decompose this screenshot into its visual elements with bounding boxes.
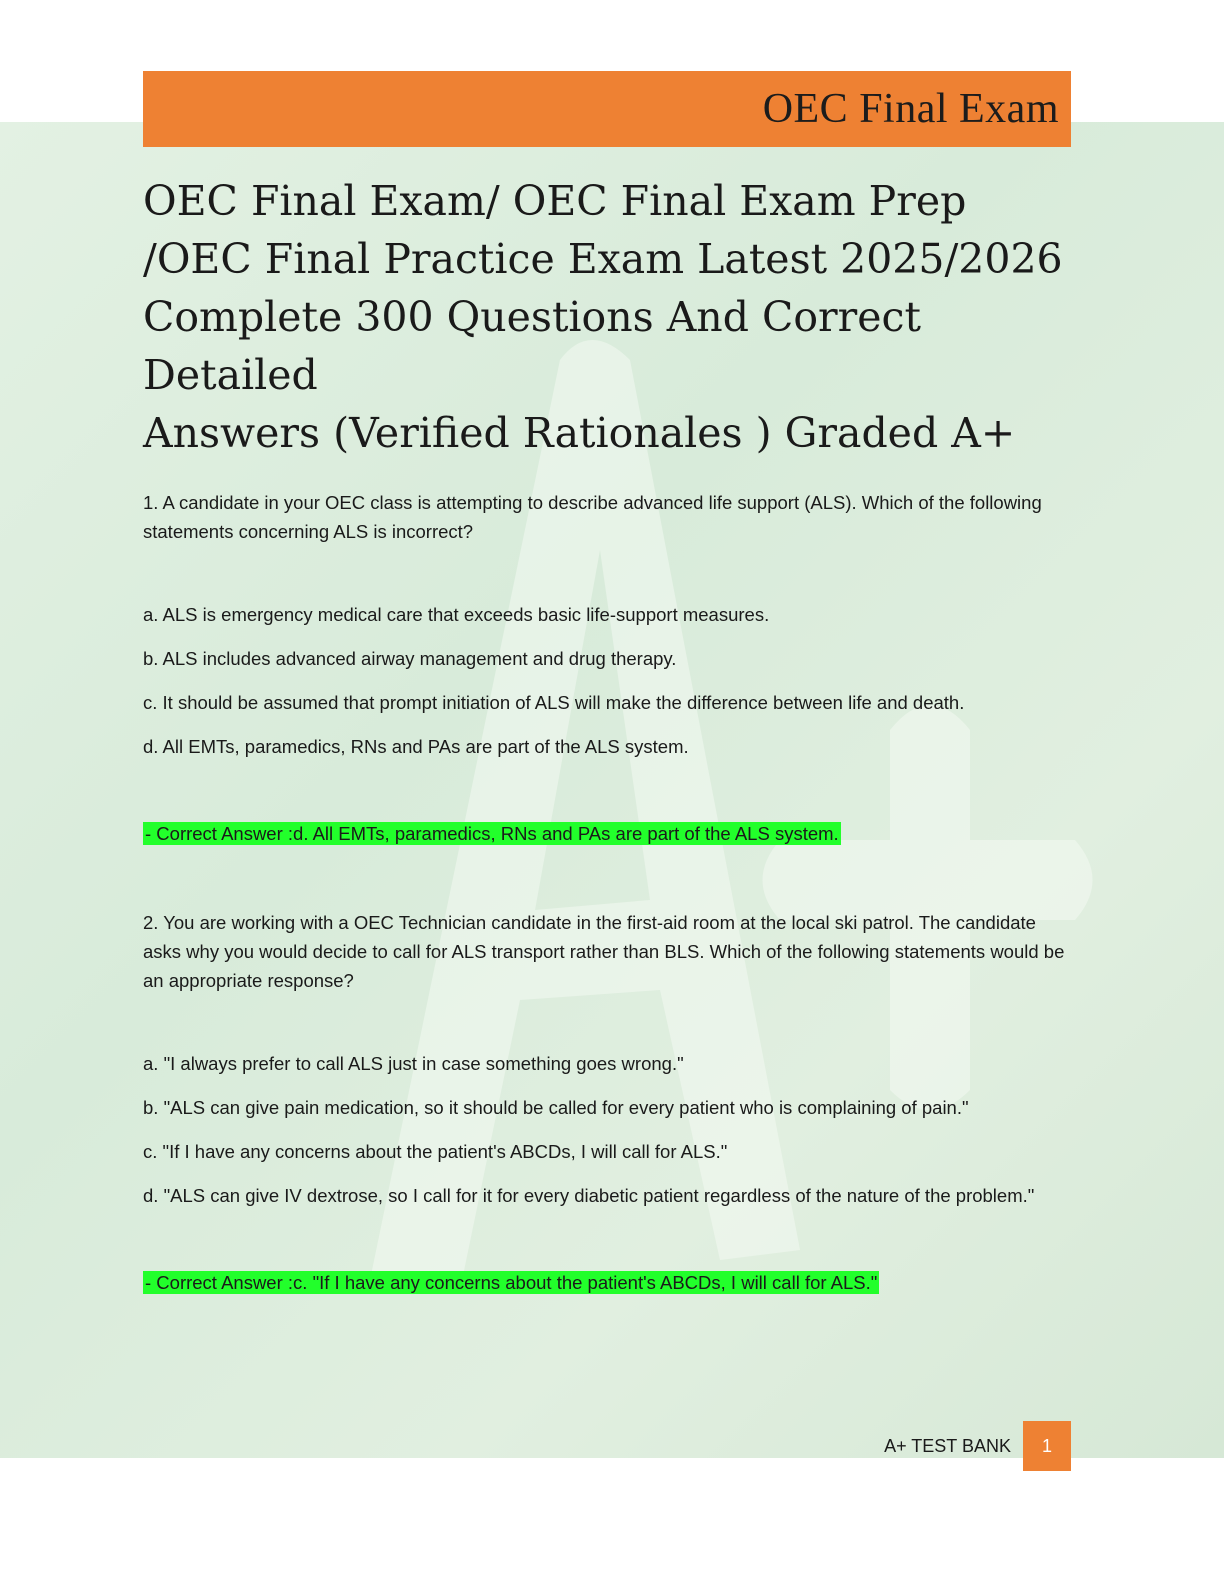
page-number: 1 (1023, 1421, 1071, 1471)
document-title-line: Complete 300 Questions And Correct Detailed (143, 293, 921, 399)
document-title-line: OEC Final Exam/ OEC Final Exam Prep (143, 177, 967, 225)
question-block (143, 488, 1073, 848)
question-list (143, 488, 1073, 1357)
question-text: 1. A candidate in your OEC class is attempting to describe advanced life support (ALS). Which of the following statements concerning ALS is incorrect? (143, 492, 1042, 542)
document-title-line: Answers (Verified Rationales ) Graded A+ (143, 409, 1016, 457)
answer-option: b. ALS includes advanced airway management and drug therapy. (143, 648, 677, 669)
answer-option: d. All EMTs, paramedics, RNs and PAs are part of the ALS system. (143, 736, 689, 757)
answer-option: d. "ALS can give IV dextrose, so I call for it for every diabetic patient regardless of the nature of the problem." (143, 1185, 1035, 1206)
answer-option: a. ALS is emergency medical care that exceeds basic life-support measures. (143, 604, 770, 625)
answer-option: a. "I always prefer to call ALS just in case something goes wrong." (143, 1053, 684, 1074)
answer-option: b. "ALS can give pain medication, so it should be called for every patient who is complaining of pain." (143, 1097, 969, 1118)
header-bar (143, 71, 1071, 147)
page-footer (884, 1421, 1071, 1471)
answer-option: c. It should be assumed that prompt initiation of ALS will make the difference between life and death. (143, 692, 965, 713)
footer-label: A+ TEST BANK (884, 1435, 1011, 1456)
correct-answer-row (143, 819, 1073, 848)
correct-answer-highlight: - Correct Answer :c. "If I have any concerns about the patient's ABCDs, I will call for ALS." (145, 1272, 878, 1293)
answer-option: c. "If I have any concerns about the patient's ABCDs, I will call for ALS." (143, 1141, 728, 1162)
correct-answer-row (143, 1268, 1073, 1297)
correct-answer-highlight: - Correct Answer :d. All EMTs, paramedics, RNs and PAs are part of the ALS system. (145, 823, 839, 844)
header-title: OEC Final Exam (762, 86, 1059, 132)
document-title-line: /OEC Final Practice Exam Latest 2025/2026 (143, 235, 1063, 283)
document-title (143, 172, 1083, 462)
question-text: 2. You are working with a OEC Technician candidate in the first-aid room at the local ski patrol. The candidate asks why you would decide to call for ALS transport rather than BLS. Which of the following statements would be an appropriate response? (143, 912, 1065, 991)
question-block (143, 908, 1073, 1297)
